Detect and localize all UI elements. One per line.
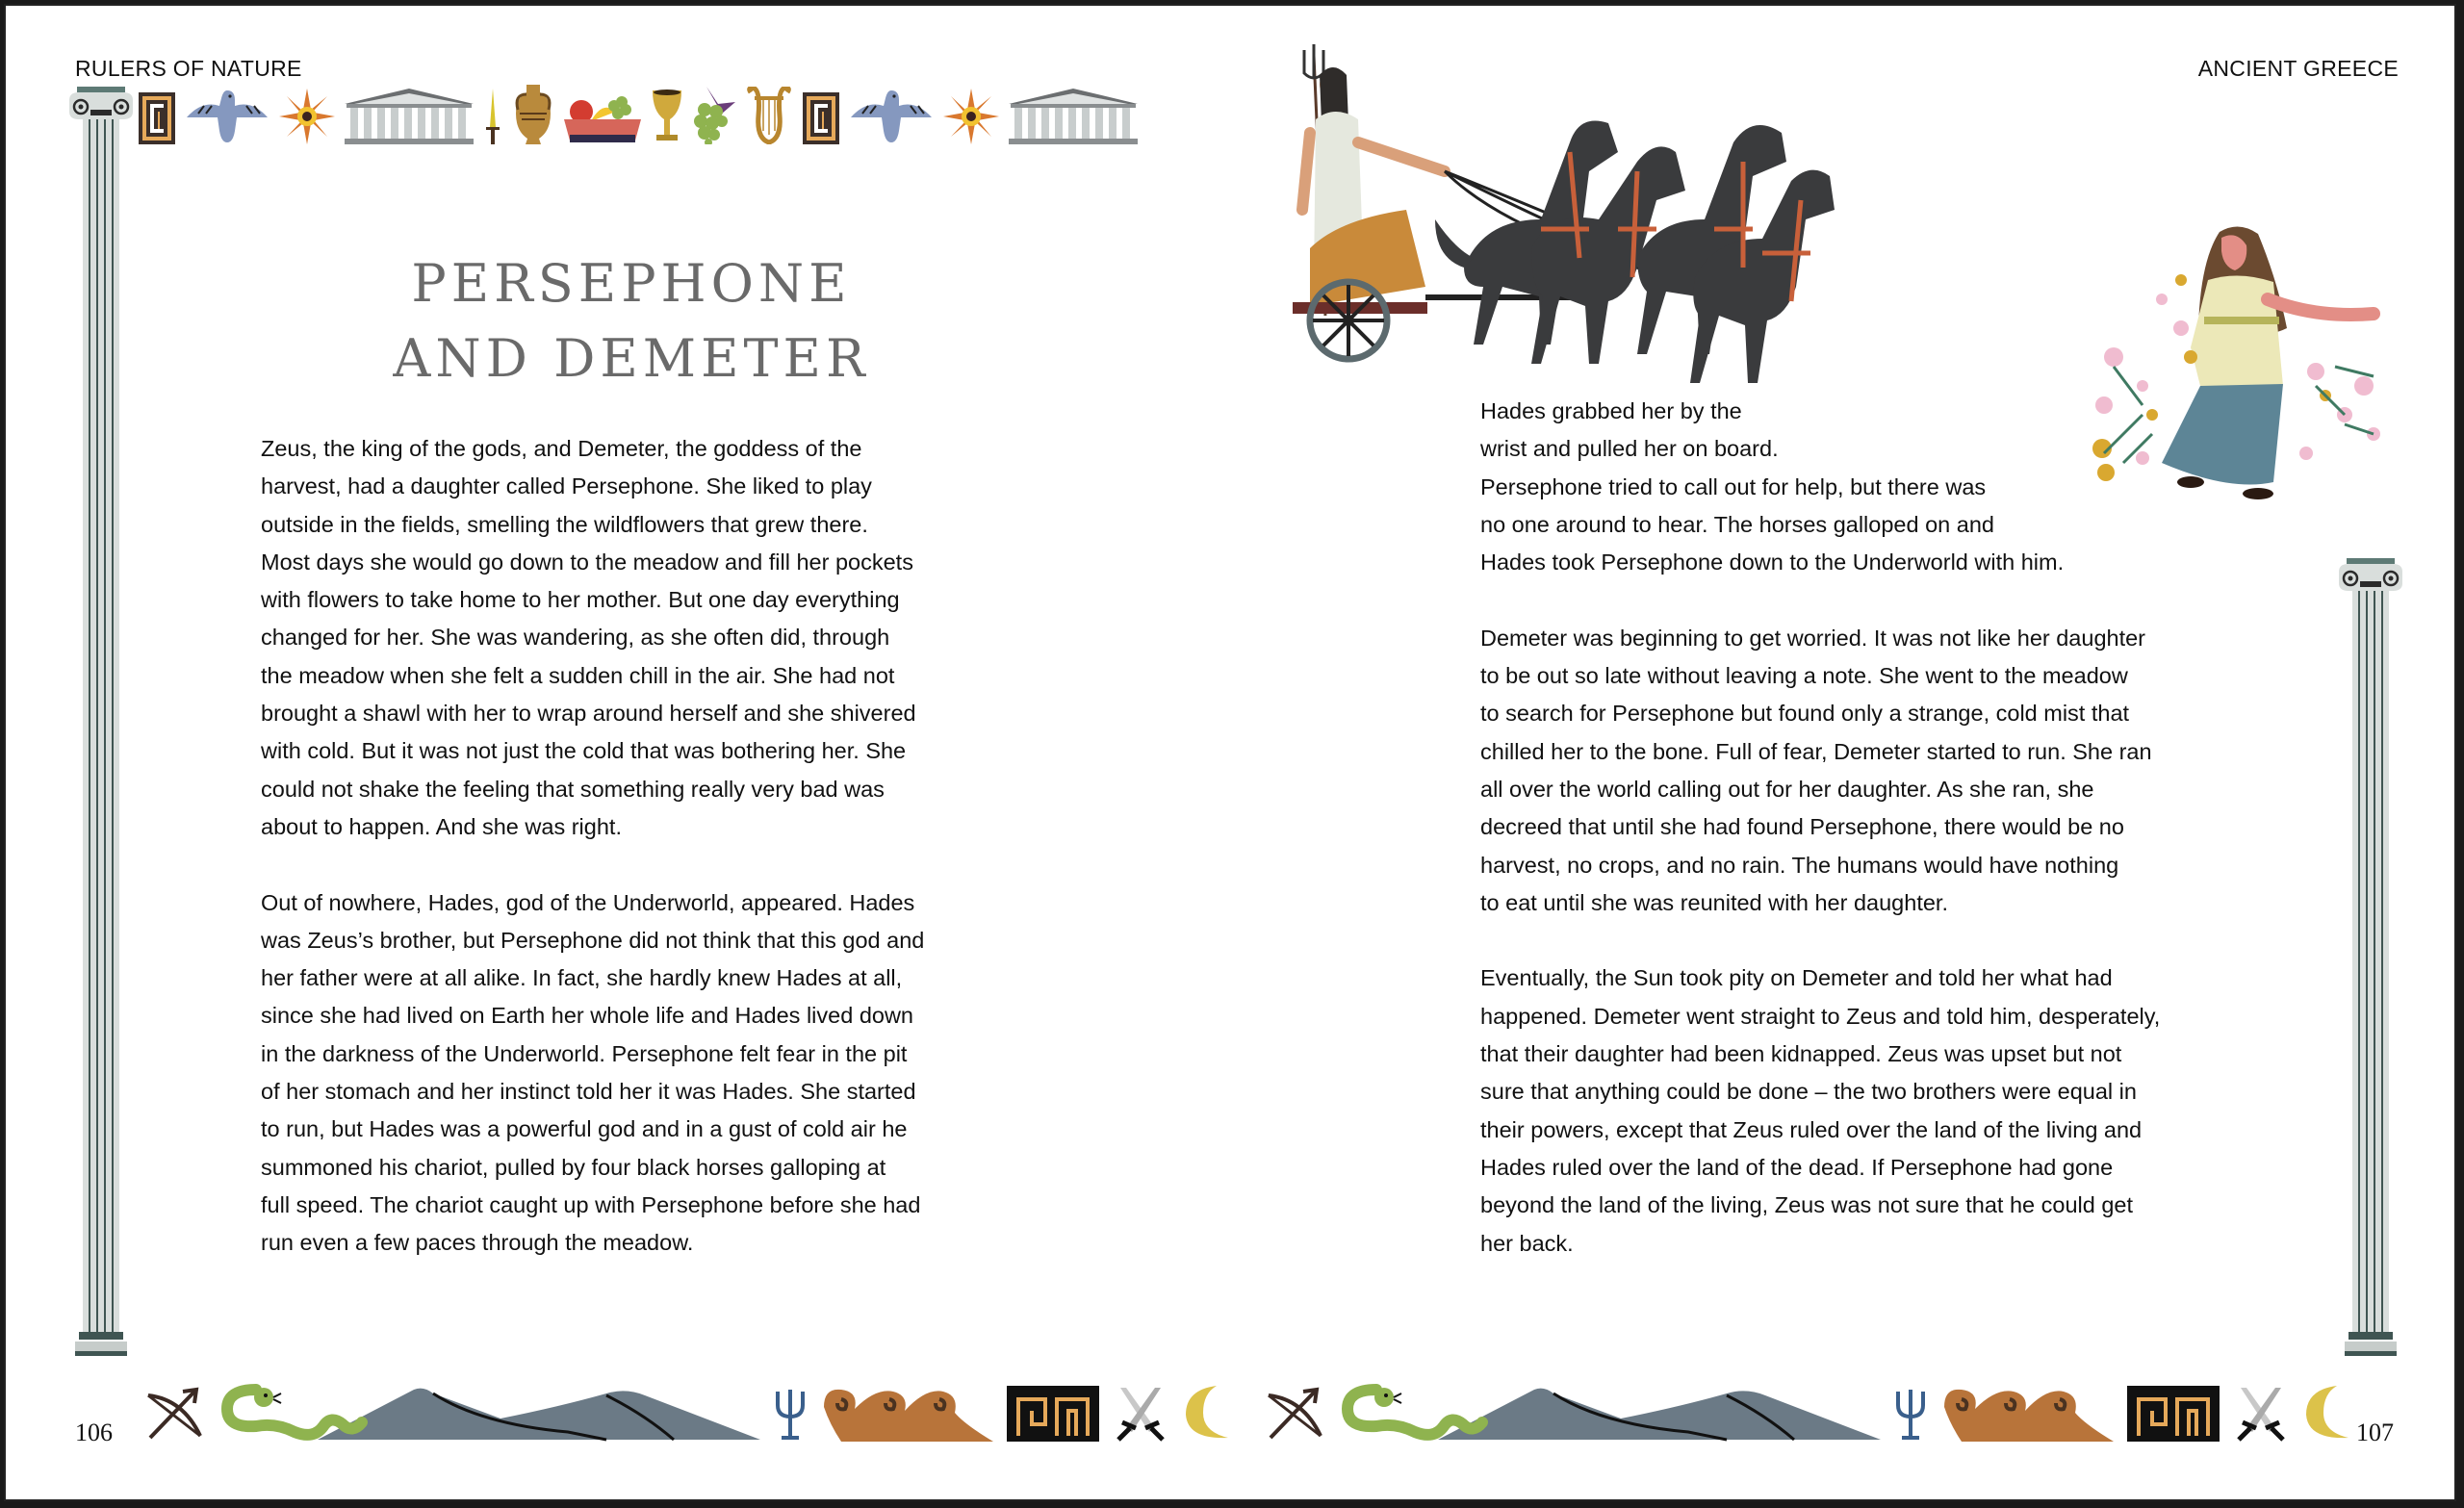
top-decorative-border — [139, 83, 1138, 144]
amphora-icon — [512, 85, 554, 144]
text-line: Hades ruled over the land of the dead. If Persephone had gone — [1480, 1154, 2114, 1180]
snake-icon — [218, 1384, 381, 1442]
crossed-swords-icon — [1113, 1386, 1168, 1442]
text-line: in the darkness of the Underworld. Persephone felt fear in the pit — [261, 1040, 908, 1066]
paragraph — [1480, 620, 2250, 922]
greek-key-spiral-icon — [803, 92, 839, 144]
wave-scroll-icon — [1940, 1386, 2114, 1442]
bow-and-arrow-icon — [144, 1386, 204, 1442]
crescent-moon-icon — [1182, 1384, 1230, 1442]
text-line: Zeus, the king of the gods, and Demeter, the goddess of the — [261, 436, 862, 461]
text-line: Hades grabbed her by the — [1480, 398, 1742, 423]
hades-chariot-illustration — [1291, 27, 1887, 393]
text-line: happened. Demeter went straight to Zeus and told him, desperately, — [1480, 1003, 2161, 1029]
text-line: was Zeus’s brother, but Persephone did not think that this god and — [261, 927, 925, 953]
bow-and-arrow-icon — [1265, 1386, 1324, 1442]
text-line: to eat until she was reunited with her daughter. — [1480, 889, 1948, 915]
sun-burst-icon — [943, 89, 999, 144]
paragraph — [261, 430, 992, 846]
fruit-bowl-icon — [564, 94, 641, 144]
text-line: could not shake the feeling that something really very bad was — [261, 776, 885, 802]
text-line: their powers, except that Zeus ruled over the land of the living and — [1480, 1116, 2143, 1142]
running-head-right: ANCIENT GREECE — [2197, 56, 2399, 81]
greek-key-meander-icon — [1007, 1386, 1099, 1442]
book-spread — [4, 4, 2456, 1501]
text-line: run even a few paces through the meadow. — [261, 1230, 694, 1256]
text-line: full speed. The chariot caught up with Persephone before she had — [261, 1191, 921, 1217]
sword-icon — [483, 89, 502, 144]
text-line: her back. — [1480, 1230, 1574, 1256]
snake-icon — [1338, 1384, 1502, 1442]
trident-psi-icon — [1894, 1388, 1927, 1442]
text-line: Persephone tried to call out for help, but there was — [1480, 473, 1987, 499]
text-line: her father were at all alike. In fact, she hardly knew Hades at all, — [261, 965, 903, 991]
text-line: Hades took Persephone down to the Underworld with him. — [1480, 550, 2065, 575]
bird-icon — [849, 89, 934, 144]
grapes-icon — [693, 87, 735, 144]
text-line: Out of nowhere, Hades, god of the Underworld, appeared. Hades — [261, 889, 915, 915]
text-line: wrist and pulled her on board. — [1480, 436, 1779, 462]
bottom-decorative-border-right — [1265, 1378, 2350, 1442]
text-line: changed for her. She was wandering, as she often did, through — [261, 625, 890, 651]
left-page-body-text — [261, 430, 992, 1300]
bird-icon — [185, 89, 270, 144]
bottom-decorative-border-left — [144, 1378, 1230, 1442]
text-line: to search for Persephone but found only a strange, cold mist that — [1480, 701, 2130, 727]
text-line: with flowers to take home to her mother. But one day everything — [261, 587, 900, 613]
wave-scroll-icon — [820, 1386, 993, 1442]
text-line: brought a shawl with her to wrap around herself and she shivered — [261, 701, 916, 727]
goblet-icon — [651, 89, 683, 144]
mountains-icon — [1438, 1386, 1881, 1442]
right-page-body-text — [1480, 393, 2250, 1300]
ionic-column-left — [69, 87, 133, 1371]
text-line: to run, but Hades was a powerful god and in a gust of cold air he — [261, 1116, 908, 1142]
temple-icon — [345, 89, 474, 144]
text-line: about to happen. And she was right. — [261, 813, 622, 839]
text-line: all over the world calling out for her daughter. As she ran, she — [1480, 776, 2094, 802]
text-line: the meadow when she felt a sudden chill in the air. She had not — [261, 662, 895, 688]
lyre-icon — [745, 87, 793, 144]
ionic-column-right — [2339, 558, 2402, 1371]
text-line: harvest, no crops, and no rain. The humans would have nothing — [1480, 852, 2119, 878]
paragraph — [1480, 959, 2250, 1262]
paragraph — [261, 884, 992, 1263]
text-line: of her stomach and her instinct told her it was Hades. She started — [261, 1079, 916, 1105]
text-line: no one around to hear. The horses galloped on and — [1480, 511, 1994, 537]
text-line: since she had lived on Earth her whole life and Hades lived down — [261, 1003, 914, 1029]
paragraph — [1480, 393, 2250, 581]
text-line: beyond the land of the living, Zeus was not sure that he could get — [1480, 1192, 2134, 1218]
mountains-icon — [318, 1386, 760, 1442]
crossed-swords-icon — [2233, 1386, 2289, 1442]
text-line: that their daughter had been kidnapped. Zeus was upset but not — [1480, 1041, 2122, 1067]
trident-psi-icon — [774, 1388, 807, 1442]
text-line: summoned his chariot, pulled by four black horses galloping at — [261, 1154, 886, 1180]
page-number-right: 107 — [2356, 1419, 2394, 1446]
text-line: harvest, had a daughter called Persephone. She liked to play — [261, 473, 872, 499]
sun-burst-icon — [279, 89, 335, 144]
title-line-2: AND DEMETER — [393, 328, 870, 389]
page-number-left: 106 — [75, 1419, 113, 1446]
greek-key-spiral-icon — [139, 92, 175, 144]
text-line: sure that anything could be done – the two brothers were equal in — [1480, 1079, 2137, 1105]
greek-key-meander-icon — [2127, 1386, 2220, 1442]
title-line-1: PERSEPHONE — [411, 253, 852, 314]
text-line: with cold. But it was not just the cold that was bothering her. She — [261, 738, 907, 764]
running-head-left: RULERS OF NATURE — [75, 56, 302, 81]
text-line: outside in the fields, smelling the wildflowers that grew there. — [261, 511, 868, 537]
crescent-moon-icon — [2302, 1384, 2350, 1442]
temple-icon — [1009, 89, 1138, 144]
text-line: Eventually, the Sun took pity on Demeter and told her what had — [1480, 965, 2113, 991]
text-line: Demeter was beginning to get worried. It was not like her daughter — [1480, 625, 2146, 651]
text-line: Most days she would go down to the meadow and fill her pockets — [261, 549, 913, 575]
story-title — [333, 246, 930, 396]
text-line: chilled her to the bone. Full of fear, Demeter started to run. She ran — [1480, 738, 2152, 764]
text-line: to be out so late without leaving a note. She went to the meadow — [1480, 663, 2128, 689]
text-line: decreed that until she had found Persephone, there would be no — [1480, 814, 2124, 840]
